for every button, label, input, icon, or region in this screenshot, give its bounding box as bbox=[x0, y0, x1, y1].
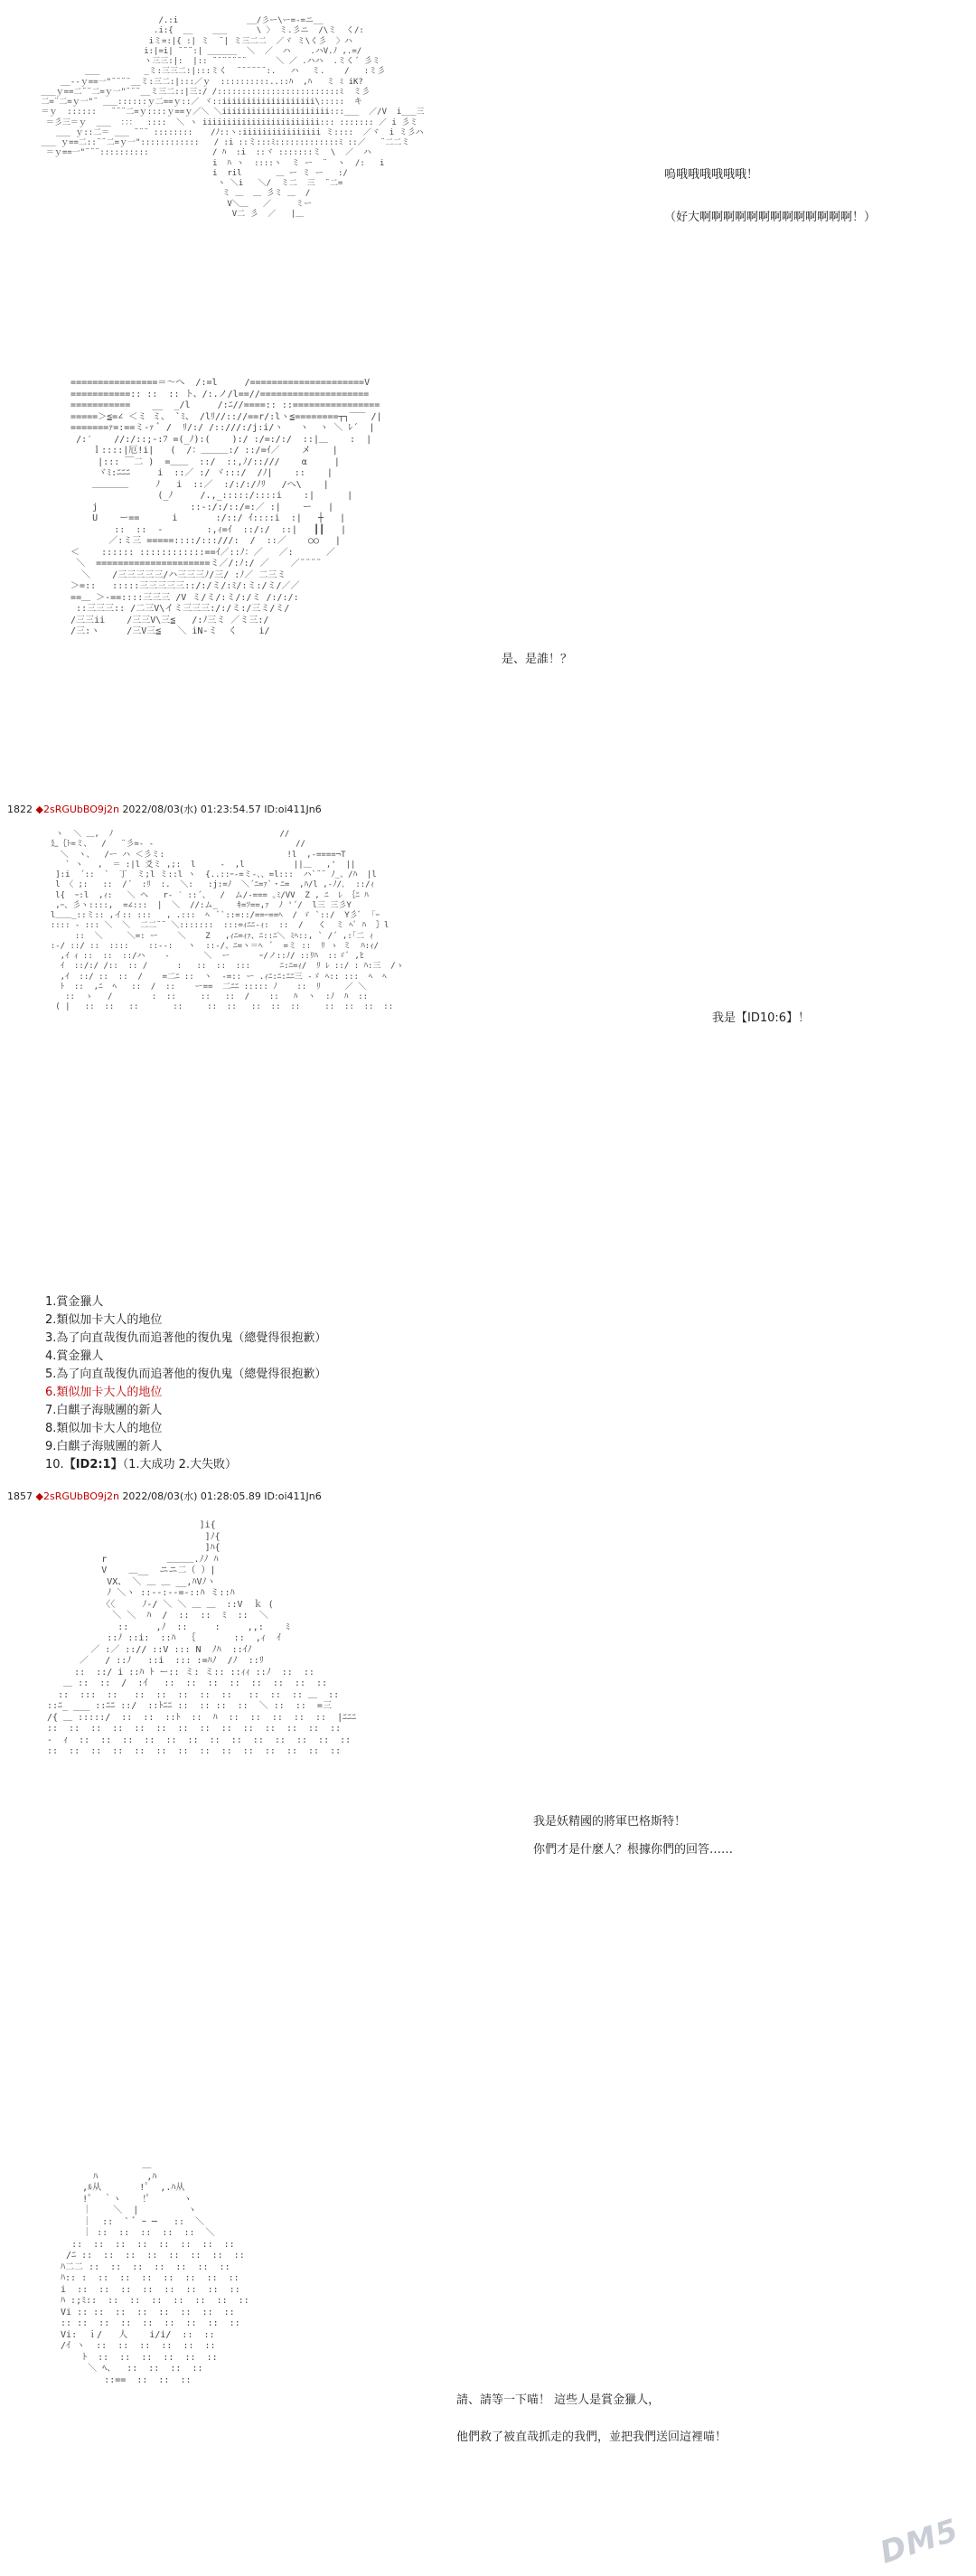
panel-3 bbox=[0, 823, 976, 1283]
ascii-art-panel-2: ================＝〜へ /:=l /=====================V ===========:: :: :: ト、/:.ノ/l==//==================== =========== __ _/l /:ﾆ//====:: ::================ =====＞≦=∠ ＜ミ ミ、 `ﾐ、 /lﾘ//:://==r/:lヽ≦========┬┐‾‾‾ /| =======ｧ=:==ミ-ｧ ﾞ / ﾘ/:/ /::///:/j:i/ヽ ヽ ヽ ＼ ﾚ´ | /:′ //:/::;-:ﾌ =(_ﾉ):( ):/ :/=:/:/ ::|＿ : | ｌ::::|厄!i| ( /：＿＿＿:/ ::/=ｲ／ メ | |::: ￣二 ) =＿＿ ::/ ::,ﾉ/::/// α | ヾﾐ:ﾆﾆﾆ i ::／ :/ ヾ:::/ /ﾉ| :: | ＿＿＿＿ ﾉ i ::／ :/:/:/ﾉﾘ /へ\ | (_ﾉ /.,_:::::/::::i :| | j ::-:/:/::/=:／ :| ー | U ー== i :/::/ ｲ::::i :| ┼ | :: :: - :,ｨ=ｲ ::/:/ ::| ┃┃ | ／:ミ三 =====::::/:::///: / ::／ ○○ | ＜ :::::: ::::::::::::==ｲ／::ﾉ：／ ／: ／ ＼ =====================ミ／/:ﾉ:/ ／ ／¨¨¨¨ ＼ /三三三三三/ハ三三三ﾉ/三/ :ﾉ／ 二三ミ ＞=:: :::::三三三三三::/:/ミ/:ﾐ/:ミ:/ミ/／／ ==＿ ＞-==::::三三三 /V ミ/ミ/:ミ/:/ミ /:/:/: ::三三三:: /二三V\イミ三三三:/:/ミ:/三ミ/ミ/ /三三ii /三三V\三≦ /:ﾉ三ミ ／ミ三:/ /三:ヽ /三V三≦ ＼ iN-ミ く i/ bbox=[70, 378, 382, 636]
ascii-art-panel-4: ]i{ ]ﾉ{ ]ﾊ{ r ＿＿＿.ﾉﾉ ﾊ V ＿__ ニニ二（ ）| VX、 ＼ ＿ ＿ __,ﾊVﾉヽ ﾉ ＼ヽ ::--:--=-::ﾊ ミ::ﾊ 〈〈 ﾉ-/ ＼ ＼ ＿ ＿ ::V ｋ ( ＼ ＼ ﾊ / :: :: ﾐ :: ＼ :: ,ﾉ :: : ,,: ﾐ ::ﾉ ::i: ::ﾊ ｛ :: ,ｨ ｲ ／ :／ ::// ::V ::: N ﾉﾊ ::ｲﾉ ／ / ::ﾉ ::i ::: :=ﾊﾉ /ﾉ ::ﾘ :: ::/ i ::ﾊ ﾄ ー:: ミ: ミ:: ::ｨｨ ::ﾉ :: :: ＿ :: :: / :ｲ :: :: :: :: :: :: :: :: :: ::: :: :: :: :: :: :: :: :: :: ＿ :: ::ﾆ_ ___ ::ﾆﾆ ::/ ::ﾄﾆﾆ :: :: :: :: ＼ :: :: =三 /{ ＿ :::::/ :: :: ::ﾄ :: ﾊ :: :: :: :: :: |ﾆﾆﾆ :: :: :: :: :: :: :: :: :: :: :: :: :: :: - ｨ :: :: :: :: :: :: :: :: :: :: :: :: :: :: :: :: :: :: :: :: :: :: :: :: :: :: :: bbox=[47, 1520, 357, 1756]
poster-trip[interactable]: ◆2sRGUbBO9j2n bbox=[35, 804, 119, 815]
dialogue-panel-5 bbox=[456, 2390, 727, 2449]
dialogue-panel-1 bbox=[664, 165, 876, 229]
choice-item-1: 1.賞金獵人 bbox=[45, 1295, 104, 1309]
panel-1 bbox=[0, 0, 976, 353]
choice-number: 10. bbox=[45, 1458, 64, 1471]
choice-item-3: 3.為了向直哉復仇而追著他的復仇鬼（總覺得很抱歉） bbox=[45, 1331, 327, 1345]
dialogue-panel-3 bbox=[712, 1008, 810, 1030]
panel-2 bbox=[0, 362, 976, 777]
poster-trip[interactable]: ◆2sRGUbBO9j2n bbox=[35, 1490, 119, 1502]
choice-item-5: 5.為了向直哉復仇而追著他的復仇鬼（總覺得很抱歉） bbox=[45, 1368, 327, 1381]
choice-item-8: 8.類似加卡大人的地位 bbox=[45, 1422, 163, 1435]
choice-list bbox=[45, 1293, 326, 1474]
dialogue-line: 我是妖精國的將軍巴格斯特！ bbox=[533, 1815, 687, 1829]
post-meta: 2022/08/03(水) 01:28:05.89 ID:oi411Jn6 bbox=[122, 1490, 322, 1502]
choice-item-10 bbox=[45, 1456, 326, 1474]
choice-item-6: 6.類似加卡大人的地位 bbox=[45, 1386, 163, 1399]
choice-item-2: 2.類似加卡大人的地位 bbox=[45, 1313, 163, 1327]
choice-item-7: 7.白麒子海賊團的新人 bbox=[45, 1404, 163, 1417]
post-header-1822 bbox=[7, 802, 322, 816]
dialogue-line: 你們才是什麼人？根據你們的回答…… bbox=[533, 1842, 734, 1857]
post-number: 1822 bbox=[7, 804, 33, 815]
ascii-art-panel-5: ＿ ﾊ ,ﾊ ,ﾙ从 !ﾟ ,.ﾊ从 !ﾟ ｀ヽ !ﾟ ヽ ｜ ＼ | ヽ ｜ :: ` ﾞ ｰ ─ :: ＼ ｜ :: :: :: :: :: ＼ :: :: :: :: :: :: :: :: /ﾆ :: :: :: :: :: :: :: :: ﾊ二二 :: :: :: :: :: :: :: ﾊ:: : :: :: :: :: :: :: :: i :: :: :: :: :: :: :: :: ﾊ :;ﾐ:: :: :: :: :: :: :: :: Vi :: :: :: :: :: :: :: :: :: :: :: :: :: :: :: :: :: Vi: ｉ/ 人 i/i/ :: :: /ｲ ヽ :: :: :: :: :: :: ﾄ :: :: :: :: :: :: ＼ ﾍ、 :: :: :: :: ::== :: :: :: bbox=[61, 2160, 249, 2385]
choice-result-outcome: （1.大成功 2.大失敗） bbox=[122, 1458, 238, 1471]
dialogue-line: 嗚哦哦哦哦哦哦！ bbox=[664, 168, 759, 182]
site-watermark-logo: DM5 bbox=[876, 2512, 964, 2571]
post-header-1857 bbox=[7, 1489, 322, 1503]
ascii-art-panel-1: /.:i __/彡ー\ー=-=ニ__ .i:{ __ ___ \ 〉 ミ.彡ニ /\ミ く/: iミ=:|{ :| ミ ¨| ミ三二二 ／ヾ ミ\く彡 〉ハ i:|=i| ¨¨¨:| ______ ＼ ／ ハ .ハV.ﾉ ,.=/ ヽ三三:|: |:: ¨¨¨¨¨¨¨ ＼ ／ .ハハ .ミく´ 彡ミ ___ _ミ:三三二:|:::ミく ¨¨¨¨¨¨:. ハ ミ. / :ミ彡 __--ｙ==一"¨¨¨¨__ミ:三二:|:::／ｙ ::::::::::..::ﾊ ,ﾊ ミ ﾐ iK? ___ｙ==二¨¨二=ｙ一"¨¨¨__ミ三二::|三:/ /:::::::::::::::::::::::::ﾐ ミ彡 二=¨二=ｙ一"¨ ___::::::ｙ二==ｙ::／ ヾ::iiiiiiiiiiiiiiiiiii\::::: キ ＝ｙ :::::: ¨¨¨二=ｙ::::ｙ==ｙ／＼ ＼iiiiiiiiiiiiiiiiiiiiii:::___ ／/V i___三 ＝彡三＝ｙ ___ ：：： :::: ＼ ヽ iiiiiiiiiiiiiiiiiiiiiiii::: ::::::: ／ i 彡ミ ___ ｙ::二＝ ___ ¨¨¨ :::::::: /ﾉ::ヽ:iiiiiiiiiiiiiiii ミ:::: ／ヾ i ミ彡ハ ___ ｙ==二::¨¨二=ｙ一":::::::::::: / :i ::ミ:::ﾐ:::::::::::::ﾐ ::／ ¨二二ミ ＝ｙ==一"¨¨¨:::::::::: / ﾊ :i ::ヾ :::::::ミ \ ／ ハ i ﾊ ヽ ::::ヽ ミ ー ¨ ヽ /: i i ril ＿ ー ミ ー :/ ヽ ＼i ＼/ ミ二 三 ¨二= ミ ＿ ＿ 彡ミ ＿ / V＼＿ ／ ミー V二 彡 ／ |＿ bbox=[41, 16, 425, 219]
dialogue-line: 我是【ID10:6】！ bbox=[712, 1011, 811, 1025]
choice-item-9: 9.白麒子海賊團的新人 bbox=[45, 1440, 163, 1453]
panel-5 bbox=[0, 2106, 976, 2567]
dialogue-line: 他們救了被直哉抓走的我們，並把我們送回這裡喵！ bbox=[456, 2430, 727, 2444]
dialogue-line: 是、是誰！？ bbox=[502, 653, 573, 666]
dialogue-line: 請、請等一下喵！ 這些人是賞金獵人， bbox=[456, 2393, 661, 2407]
post-meta: 2022/08/03(水) 01:23:54.57 ID:oi411Jn6 bbox=[122, 804, 322, 815]
panel-4 bbox=[0, 1511, 976, 2099]
dialogue-panel-2 bbox=[502, 649, 572, 672]
choice-item-4: 4.賞金獵人 bbox=[45, 1349, 104, 1363]
choice-result-id: 【ID2:1】 bbox=[63, 1458, 123, 1471]
post-number: 1857 bbox=[7, 1490, 33, 1502]
dialogue-line: （好大啊啊啊啊啊啊啊啊啊啊啊啊啊！） bbox=[664, 210, 877, 224]
ascii-art-panel-3: ヽ ＼ ＿, ﾉ // 廴｛ﾄ=ミ、 / ¨彡=‐ - // ＼ ヽ、 /ー ハ ＜彡ミ: !l ,-====¬T ` ヽ , ＝ :|l 爻ミ ,;: l ‐ ,l ||＿ ,' || ]:i ´:: ` 丁 ミ;l ミ::l ヽ {..::ｰ-=ミ-、、=l::: ハ`¨¨ ﾉ_、/ﾊ |l l 〈 ;: :: /´ :ﾘ :. ＼: :j:=ﾉ ＼´ﾆ=ｧ`・ﾆ= ,ﾊ/l ,-ﾉ/､ ::/ｨ l{ ｰ:l ,ｨ: ＼ ヘ r‐ ′ ::´、 / ム/‐=== ｡ﾐ/VV Z , ﾆ ﾚ ｛ﾆ ﾊ ,ｰ、彡ヽ::::, =∠::: | ＼ //:ム_ ｷ=ｿ==,ｧ ﾉ '´/ l三 三彡Y l＿＿_::ミ:: ,イ:: ::: , .::: ﾍ ﾞ`::=::/==ｰ==ﾍ / ゞ `::/ Y彡ﾞ ｢ｰ :::: - ::: ＼ ＼ 二二¨¨ ＼::::::: :::=ｨﾆﾆ-ｨ: :: / く ミ ﾍﾞ ﾊ ｝l :: ＼ ＼=: ー ＼ Z ,ｨﾆ=ｨｧ、ﾆ::ﾆ＼ ﾐﾍ::, ` /´ ,:｢二 ｨ :-/ ::/ :: :::: ::-‐: ヽ ::-/、ﾆ=ヽ＝ﾍ ﾞ =ミ :: ﾘ ゝ ミ ﾊ:ｨ/ ,ｲ ｨ :: :: ::/ハ ‐ ＼ ー ｰ/ノ::ﾉ/ ::ﾘﾊ ::ゞﾞ ,ﾋ ｲ ::/:/ /:: :: / : :: :: ::: ﾆ:ﾆ=ｨ/ ﾘ ﾚ ::/ : ﾊ:三 /ゝ ,ｲ ::/ :: :: / =二ﾆ :: ヽ -=:: ー .ｨﾆ:ﾆ:ﾆﾆ三 -ゞ ﾍ:: ::: ﾍ ﾍ ﾄ :: ,ﾆ ﾍ :: / :: ー== 二ﾆﾆ ::::: ﾉ :: ﾘ ／ ＼ :: ゝ / : :: :: :: / :: ﾊ ヽ :ﾉ ﾊ :: ( | :: :: :: :: :: :: :: :: :: :: :: :: :: bbox=[50, 830, 404, 1012]
dialogue-panel-4 bbox=[533, 1811, 733, 1861]
